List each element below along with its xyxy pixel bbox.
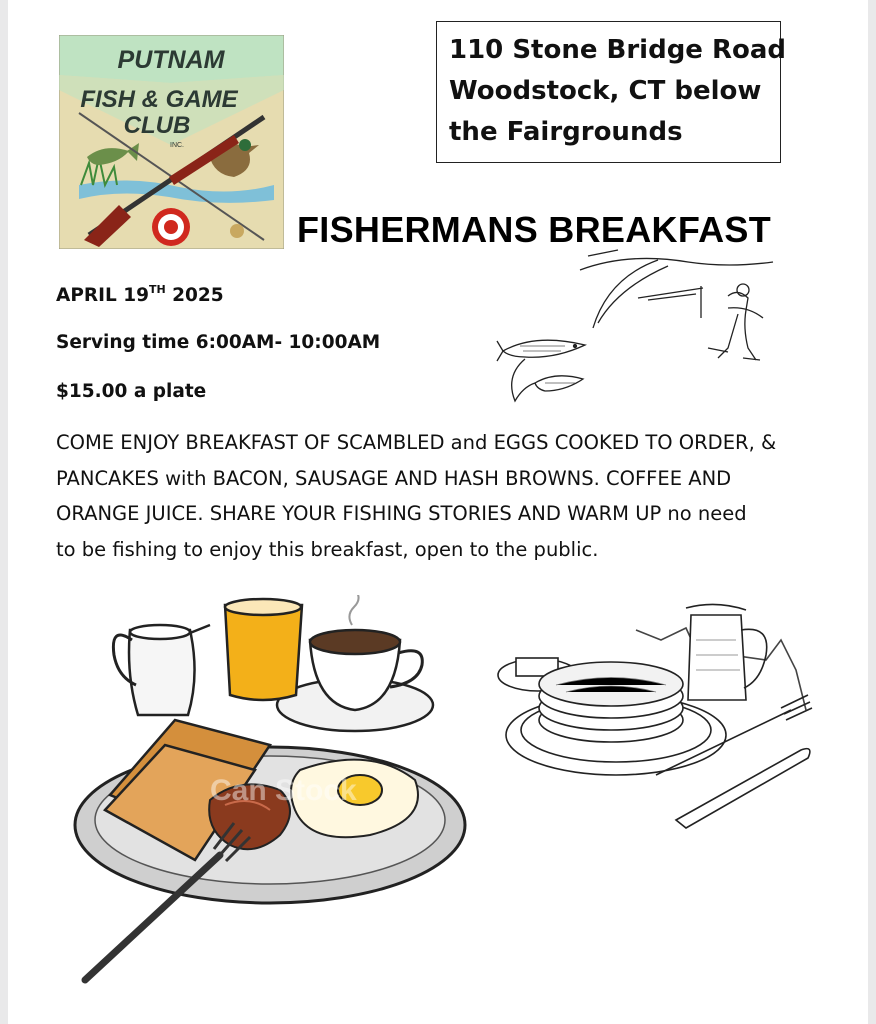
breakfast-plate-illustration xyxy=(70,595,470,990)
event-headline: FISHERMANS BREAKFAST xyxy=(297,209,772,250)
watermark-text: Can Stock xyxy=(210,774,357,807)
plate-price: $15.00 a plate xyxy=(56,381,207,402)
pancakes-illustration xyxy=(496,600,816,830)
address-line-1: 110 Stone Bridge Road xyxy=(449,35,787,65)
logo-line-2: FISH & GAME xyxy=(80,86,238,113)
description-line-3: ORANGE JUICE. SHARE YOUR FISHING STORIES AND WARM UP no need xyxy=(56,502,747,525)
description-line-1: COME ENJOY BREAKFAST OF SCAMBLED and EGGS COOKED TO ORDER, & xyxy=(56,431,777,454)
description-line-2: PANCAKES with BACON, SAUSAGE AND HASH BROWNS. COFFEE AND xyxy=(56,466,732,490)
fisherman-illustration xyxy=(578,248,778,366)
address-box xyxy=(436,21,787,163)
logo-line-4: INC. xyxy=(170,142,184,149)
club-logo xyxy=(59,35,284,249)
description-line-4: to be fishing to enjoy this breakfast, open to the public. xyxy=(56,537,599,561)
event-date xyxy=(56,283,224,306)
event-description xyxy=(56,425,836,567)
flyer-page xyxy=(8,0,868,1024)
address-line-2: Woodstock, CT below xyxy=(449,76,762,106)
event-date-ordinal: TH xyxy=(148,283,166,296)
logo-line-3: CLUB xyxy=(123,112,191,139)
event-date-main: APRIL 19 xyxy=(56,285,149,306)
address-line-3: the Fairgrounds xyxy=(449,117,683,147)
serving-time: Serving time 6:00AM- 10:00AM xyxy=(56,332,381,353)
logo-line-1: PUTNAM xyxy=(117,46,225,74)
event-date-year: 2025 xyxy=(165,285,224,306)
fish-illustration xyxy=(495,331,595,411)
